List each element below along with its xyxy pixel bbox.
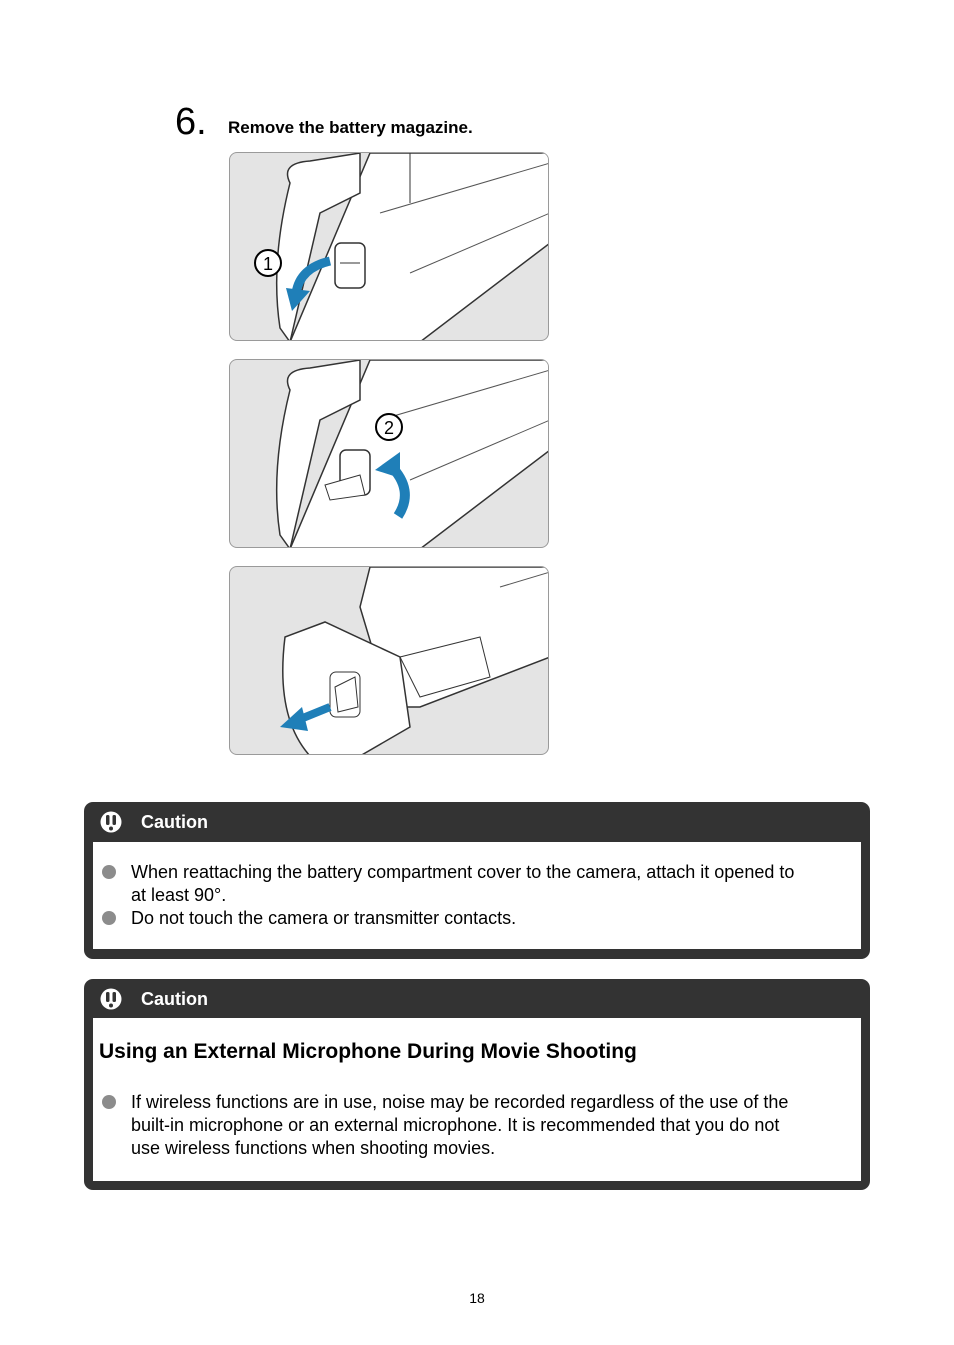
- bullet-text: When reattaching the battery compartment cover to the camera, attach it opened to: [131, 862, 795, 882]
- bullet-dot: [102, 911, 116, 925]
- caution-box-1: [84, 802, 870, 959]
- caution-title: Caution: [141, 812, 208, 832]
- caution-header: [84, 802, 870, 842]
- callout-2: 2: [383, 418, 395, 438]
- bullet-dot: [102, 1095, 116, 1109]
- illustration-open-cover: [229, 359, 549, 548]
- caution-body: [93, 1018, 861, 1181]
- page-number: 18: [469, 1290, 485, 1306]
- section-heading: Using an External Microphone During Movie Shooting: [99, 1040, 637, 1063]
- bullet-dot: [102, 865, 116, 879]
- bullet-text: Do not touch the camera or transmitter contacts.: [131, 908, 517, 928]
- bullet-text-continued: use wireless functions when shooting movies.: [131, 1138, 496, 1158]
- callout-1: 1: [262, 254, 274, 274]
- illustration-release-latch: [229, 152, 549, 341]
- caution-title: Caution: [141, 989, 208, 1009]
- bullet-text: If wireless functions are in use, noise may be recorded regardless of the use of the: [131, 1092, 789, 1112]
- step-number: 6.: [175, 101, 207, 143]
- illustration-pull-out-magazine: [229, 566, 549, 755]
- caution-icon: [100, 811, 122, 833]
- step-instruction: Remove the battery magazine.: [228, 118, 473, 137]
- caution-icon: [100, 988, 122, 1010]
- caution-header: [84, 979, 870, 1019]
- caution-body: [93, 842, 861, 949]
- bullet-text-continued: at least 90°.: [131, 885, 227, 905]
- caution-box-2: [84, 979, 870, 1190]
- bullet-text-continued: built-in microphone or an external microphone. It is recommended that you do not: [131, 1115, 780, 1135]
